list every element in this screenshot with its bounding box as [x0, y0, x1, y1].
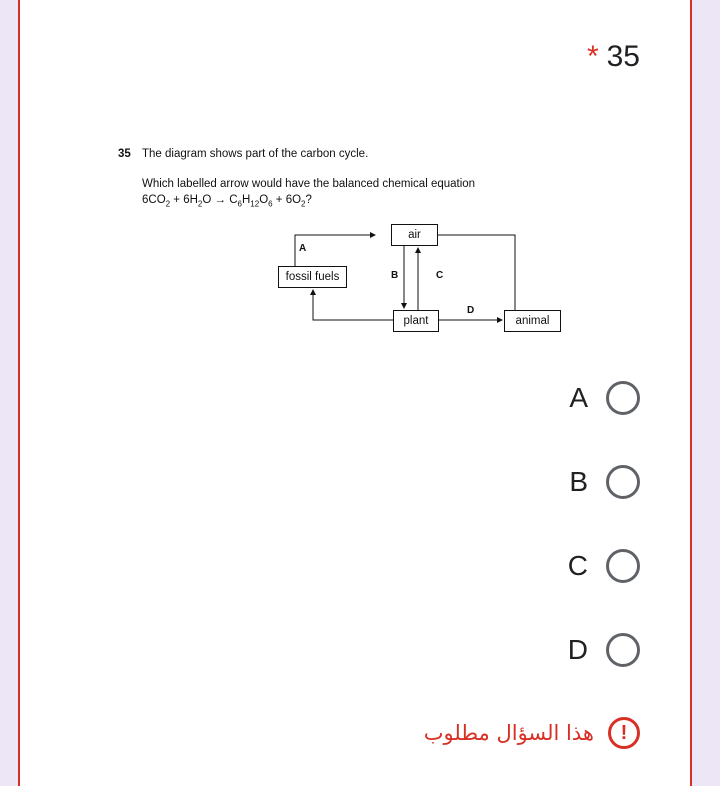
option-label: B — [569, 466, 588, 497]
question-image-number: 35 — [118, 148, 131, 160]
label-b: B — [391, 270, 399, 281]
question-stem: The diagram shows part of the carbon cycle. — [142, 148, 369, 160]
plant-box: plant — [393, 310, 439, 332]
question-prompt: Which labelled arrow would have the balanced chemical equation — [142, 178, 476, 190]
carbon-cycle-diagram — [255, 218, 575, 343]
option-a[interactable] — [558, 381, 640, 415]
required-asterisk: * — [586, 40, 599, 73]
option-label: A — [569, 382, 588, 413]
question-card — [18, 0, 692, 786]
required-warning — [424, 717, 640, 749]
required-message: هذا السؤال مطلوب — [423, 721, 594, 745]
question-number: 35 — [606, 40, 640, 73]
option-label: D — [567, 634, 588, 665]
radio-button[interactable] — [606, 633, 640, 667]
chemical-equation: $6CO_2 + 6H_2O \to C_6H_{12}O_6 + 6O_2$? — [142, 194, 312, 209]
alert-icon: ! — [608, 717, 640, 749]
label-d: D — [467, 305, 475, 316]
air-box: air — [391, 224, 438, 246]
option-b[interactable] — [558, 465, 640, 499]
option-d[interactable] — [558, 633, 640, 667]
option-c[interactable] — [558, 549, 640, 583]
radio-button[interactable] — [606, 549, 640, 583]
label-c: C — [436, 270, 444, 281]
question-title — [587, 40, 640, 74]
radio-button[interactable] — [606, 381, 640, 415]
radio-button[interactable] — [606, 465, 640, 499]
option-label: C — [567, 550, 588, 581]
label-a: A — [299, 243, 307, 254]
fossil-fuels-box: fossil fuels — [278, 266, 347, 288]
animal-box: animal — [504, 310, 561, 332]
